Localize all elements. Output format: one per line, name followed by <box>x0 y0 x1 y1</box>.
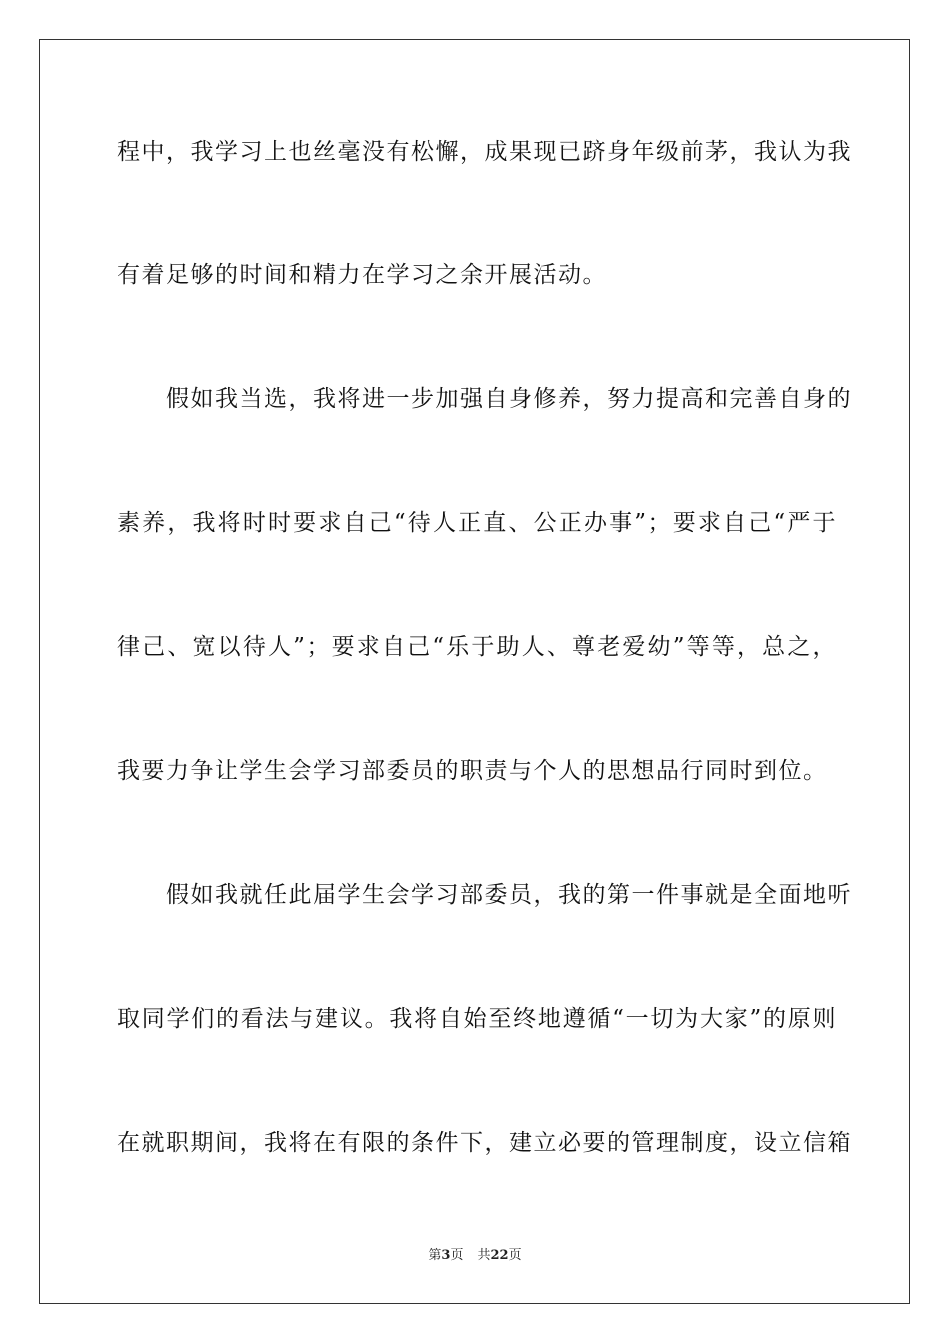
text-line-2: 有着足够的时间和精力在学习之余开展活动。 <box>117 262 607 288</box>
text-line-5: 律己、宽以待人”；要求自己“乐于助人、尊老爱幼”等等，总之， <box>117 634 837 660</box>
total-page-number: 22 <box>490 1248 509 1263</box>
page-prefix: 第 <box>428 1248 442 1263</box>
text-line-9: 在就职期间，我将在有限的条件下，建立必要的管理制度，设立信箱 <box>117 1130 852 1156</box>
text-line-4: 素养，我将时时要求自己“待人正直、公正办事”；要求自己“严于 <box>117 510 837 536</box>
page-footer <box>0 1248 950 1264</box>
total-prefix: 共 <box>477 1248 491 1263</box>
text-line-7: 假如我就任此届学生会学习部委员，我的第一件事就是全面地听 <box>117 882 852 908</box>
text-line-6: 我要力争让学生会学习部委员的职责与个人的思想品行同时到位。 <box>117 758 828 784</box>
text-line-1: 程中，我学习上也丝毫没有松懈，成果现已跻身年级前茅，我认为我 <box>117 139 852 165</box>
text-line-8: 取同学们的看法与建议。我将自始至终地遵循“一切为大家”的原则 <box>117 1006 837 1032</box>
page-border <box>39 39 910 1304</box>
text-line-3: 假如我当选，我将进一步加强自身修养，努力提高和完善自身的 <box>117 386 852 412</box>
current-page-number: 3 <box>441 1248 451 1263</box>
page-suffix: 页 <box>450 1248 464 1263</box>
total-suffix: 页 <box>508 1248 522 1263</box>
